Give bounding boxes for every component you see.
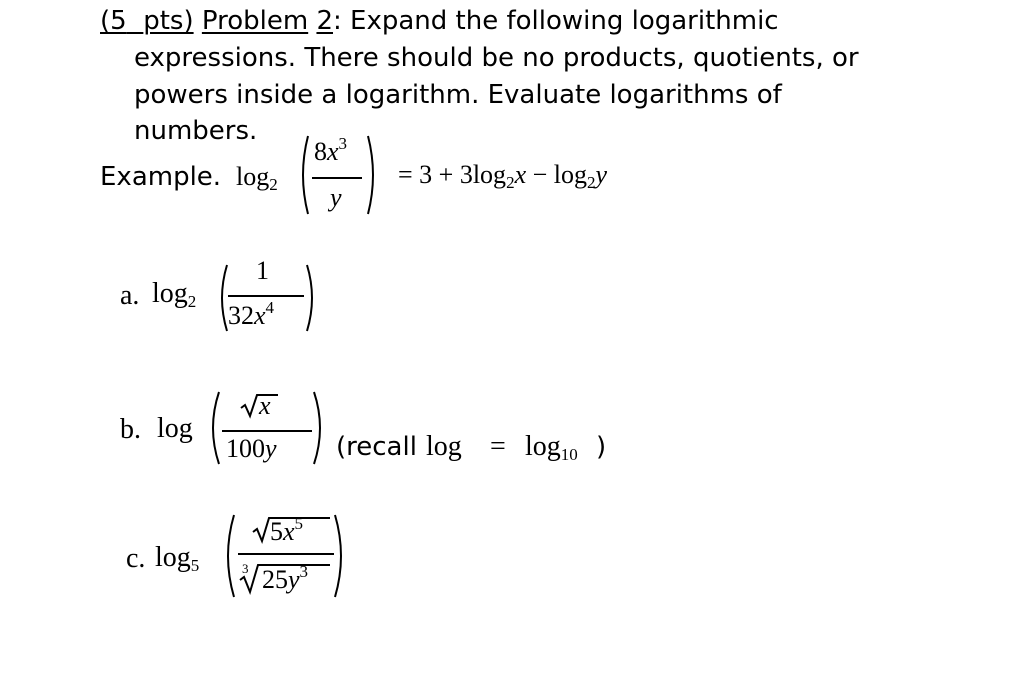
part-a-left-paren — [215, 263, 229, 333]
example-numerator: $8x^3$ — [314, 134, 348, 166]
example-log: $\log_2$ — [236, 162, 278, 194]
example-left-paren — [296, 134, 310, 216]
part-b-label: b. — [120, 414, 141, 445]
example-right-paren — [366, 134, 380, 216]
part-c-log: $\log_5$ — [155, 542, 200, 575]
part-b-left-paren — [205, 390, 221, 466]
part-b-fraction-bar — [222, 430, 312, 432]
part-b-note-prefix: (recall — [336, 432, 417, 462]
part-b-note-close: ) — [596, 432, 607, 462]
example-label: Example. — [100, 162, 222, 192]
example-fraction-bar — [312, 177, 362, 179]
problem-line-4: numbers. — [134, 116, 258, 146]
part-b-denominator: 100y — [226, 434, 277, 463]
part-a-fraction-bar — [228, 295, 304, 297]
problem-label: Problem — [201, 6, 309, 36]
problem-header-rest: : Expand the following logarithmic — [333, 6, 779, 36]
part-b-log: log — [157, 413, 193, 444]
part-a-denominator: $32x^4$ — [228, 298, 275, 330]
example-denominator: y — [330, 183, 342, 212]
points-label: pts) — [143, 6, 194, 36]
part-a-right-paren — [305, 263, 319, 333]
problem-line-2: expressions. There should be no products, quotients, or — [134, 43, 859, 73]
part-a-label: a. — [120, 280, 140, 311]
part-a-numerator: 1 — [256, 256, 269, 285]
part-c-denominator: $25y^3$ — [262, 562, 309, 594]
part-b-note-equals: = — [490, 431, 506, 462]
part-b-numerator-var: x — [259, 391, 271, 420]
part-b-note-log10: $\log_{10}$ — [525, 431, 578, 464]
part-c-right-paren — [333, 513, 349, 599]
problem-line-3: powers inside a logarithm. Evaluate logarithms of — [134, 80, 782, 110]
part-a-log: $\log_2$ — [152, 278, 197, 311]
problem-header — [100, 6, 779, 36]
points-prefix: (5 — [100, 6, 127, 36]
example-rhs: = $3 + 3\log_2x - \log_2y$ — [398, 160, 608, 192]
part-c-label: c. — [126, 543, 146, 574]
part-b-right-paren — [312, 390, 328, 466]
part-c-left-paren — [220, 513, 236, 599]
problem-number: 2 — [316, 6, 333, 36]
part-c-fraction-bar — [238, 553, 334, 555]
part-b-note-log: log — [426, 431, 462, 462]
part-c-numerator: $5x^5$ — [270, 514, 304, 546]
part-c-root-index: 3 — [242, 561, 249, 576]
